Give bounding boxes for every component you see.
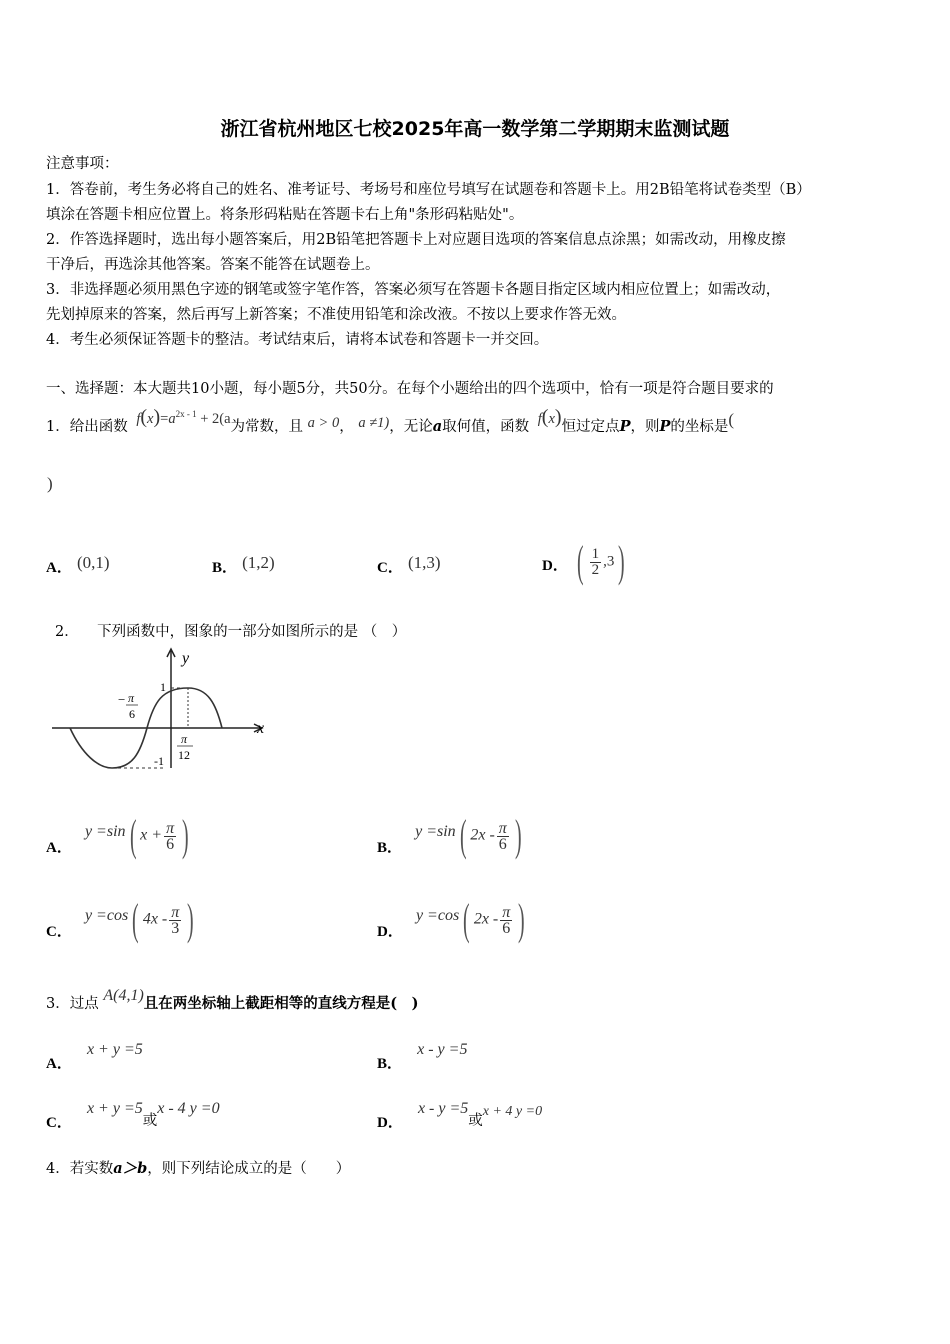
option-d[interactable]: D． ( $\frac{1}{2}$ ,3) (542, 537, 625, 586)
tick-right-den: 12 (178, 748, 190, 762)
option-b[interactable]: B． y =sin( 2x - $\frac{\pi}{6}$ ) (377, 811, 522, 860)
question-1: 1．给出函数 $f(x)=a^{2x - 1} + 2(a$为常数，且 a > 0， a ≠1)，无论a取何值，函数 f(x)恒过定点P，则P的坐标是( (46, 406, 735, 435)
question-number: 2． (55, 624, 79, 640)
tick-left-sign: − (118, 692, 126, 707)
option-d[interactable]: D． x - y =5或x + 4 y =0 (377, 1100, 543, 1131)
sine-graph (50, 644, 275, 772)
option-b[interactable]: B． (1,2) (212, 553, 275, 576)
question-3: 3．过点 A(4,1)且在两坐标轴上截距相等的直线方程是( ) (46, 987, 419, 1012)
option-c[interactable]: C． (1,3) (377, 553, 441, 576)
option-c[interactable]: C． x + y =5或x - 4 y =0 (46, 1100, 220, 1131)
option-a[interactable]: A． x + y =5 (46, 1041, 143, 1072)
option-c[interactable]: C． y =cos( 4x - $\frac{\pi}{3}$ ) (46, 895, 194, 944)
function-formula: $f(x)=a^{2x - 1} + 2(a$ (136, 406, 231, 428)
notice-line: 1．答卷前，考生务必将自己的姓名、准考证号、考场号和座位号填写在试题卷和答题卡上。用2B铅笔将试卷类型（B） (46, 182, 811, 198)
question-4: 4．若实数a＞b，则下列结论成立的是（ ） (46, 1160, 351, 1177)
section-heading: 一、选择题：本大题共10小题，每小题5分，共50分。在每个小题给出的四个选项中，恰有一项是符合题目要求的 (46, 381, 774, 397)
tick-left-num: π (128, 691, 135, 705)
option-a[interactable]: A． (0,1) (46, 553, 110, 576)
tick-left-den: 6 (129, 707, 135, 721)
x-label: x (257, 720, 265, 737)
question-number: 3． (46, 996, 70, 1012)
option-a[interactable]: A． y =sin( x + $\frac{\pi}{6}$ ) (46, 811, 189, 860)
notice-line: 干净后，再选涂其他答案。答案不能答在试题卷上。 (46, 257, 380, 273)
option-d[interactable]: D． y =cos( 2x - $\frac{\pi}{6}$ ) (377, 895, 525, 944)
notice-heading: 注意事项： (46, 156, 119, 172)
page-title: 浙江省杭州地区七校2025年高一数学第二学期期末监测试题 (220, 118, 730, 140)
tick-neg-one: -1 (154, 754, 164, 768)
notice-line: 先划掉原来的答案，然后再写上新答案；不准使用铅笔和涂改液。不按以上要求作答无效。 (46, 307, 626, 323)
tick-right-num: π (181, 732, 188, 746)
notice-line: 4．考生必须保证答题卡的整洁。考试结束后，请将本试卷和答题卡一并交回。 (46, 332, 549, 348)
tick-one: 1 (160, 680, 166, 694)
y-label: y (182, 650, 190, 667)
question-number: 1． (46, 419, 70, 435)
question-2: 2． 下列函数中，图象的一部分如图所示的是 （ ） (55, 624, 407, 640)
question-number: 4． (46, 1161, 70, 1177)
question-1-close-paren: ) (47, 474, 53, 493)
notice-line: 3．非选择题必须用黑色字迹的钢笔或签字笔作答，答案必须写在答题卡各题目指定区域内相应位置上；如需改动， (46, 282, 781, 298)
notice-line: 填涂在答题卡相应位置上。将条形码粘贴在答题卡右上角"条形码粘贴处"。 (46, 207, 524, 223)
option-b[interactable]: B． x - y =5 (377, 1041, 468, 1072)
notice-line: 2．作答选择题时，选出每小题答案后，用2B铅笔把答题卡上对应题目选项的答案信息点涂黑；如需改动，用橡皮擦 (46, 232, 786, 248)
